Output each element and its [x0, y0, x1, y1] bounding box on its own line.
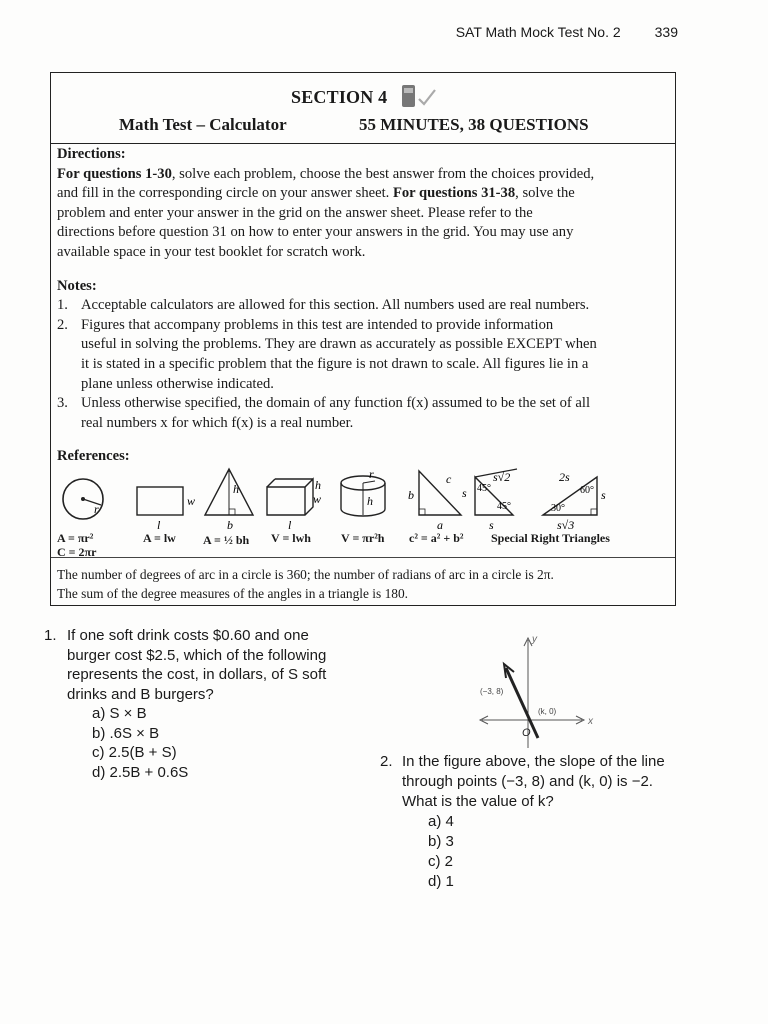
- note-line: it is stated in a specific problem that the figure is not drawn to scale. All figures lie in a: [81, 355, 589, 372]
- reference-figures: [57, 467, 665, 559]
- references-heading: References:: [57, 448, 130, 465]
- calculator-icon: [400, 83, 440, 109]
- line-text: , solve each problem, choose the best answer from the choices provided,: [171, 165, 595, 182]
- formula-pythagorean: c² = a² + b²: [409, 530, 464, 545]
- section-header: [51, 73, 675, 144]
- test-name: Math Test – Calculator: [119, 115, 287, 134]
- rectangle-shape: [137, 487, 183, 515]
- question-line: through points (−3, 8) and (k, 0) is −2.: [402, 773, 653, 790]
- label-s: s: [462, 485, 467, 500]
- label-60: 60°: [580, 484, 594, 496]
- directions-line-4: directions before question 31 on how to enter your answers in the grid. You may use any: [57, 224, 574, 241]
- right-triangle-shape: [419, 471, 461, 515]
- note-item: [57, 394, 665, 433]
- label-2s: 2s: [559, 469, 570, 484]
- choice-c[interactable]: c) 2.5(B + S): [92, 744, 177, 761]
- reference-facts: [57, 565, 554, 603]
- running-head: [456, 24, 678, 40]
- time-and-count: 55 MINUTES, 38 QUESTIONS: [359, 115, 589, 134]
- question-2: [380, 752, 680, 892]
- note-number: 1.: [57, 297, 68, 314]
- note-line: Figures that accompany problems in this test are intended to provide information: [81, 316, 554, 333]
- fact-line: The sum of the degree measures of the angles in a triangle is 180.: [57, 586, 409, 601]
- box-edge: [267, 479, 275, 487]
- y-axis-label: y: [532, 634, 537, 645]
- note-item: [57, 296, 665, 316]
- formula-circle-area: A = πr²: [57, 530, 94, 545]
- bold-text: For questions 31-38: [392, 185, 516, 202]
- label-b: b: [227, 517, 233, 532]
- right-angle-mark: [229, 509, 235, 515]
- formula-circle-circumference: C = 2πr: [57, 544, 97, 559]
- note-line: Acceptable calculators are allowed for this section. All numbers used are real numbers.: [81, 297, 590, 314]
- label-l: l: [157, 517, 161, 532]
- center-dot: [81, 497, 85, 501]
- label-h: h: [367, 493, 373, 508]
- question-line: If one soft drink costs $0.60 and one: [67, 627, 309, 644]
- question-line: In the figure above, the slope of the line: [402, 753, 665, 770]
- directions-line-1: [57, 165, 665, 185]
- point-1-label: (−3, 8): [480, 687, 504, 696]
- x-axis-label: x: [588, 716, 593, 727]
- note-item: [57, 316, 665, 394]
- question-text: [67, 626, 357, 704]
- choice-c[interactable]: c) 2: [428, 853, 454, 870]
- formula-rect-area: A = lw: [143, 530, 176, 545]
- choice-d[interactable]: d) 1: [428, 873, 454, 890]
- choice-b[interactable]: b) 3: [428, 833, 454, 850]
- label-l: l: [288, 517, 292, 532]
- note-text: [81, 316, 597, 394]
- note-number: 3.: [57, 395, 68, 412]
- label-r: r: [369, 466, 374, 481]
- label-a: a: [437, 517, 443, 532]
- question-line: drinks and B burgers?: [67, 685, 214, 703]
- bold-text: For questions 1-30: [57, 165, 172, 182]
- label-h: h: [233, 481, 239, 496]
- line-text: , solve the: [515, 185, 575, 202]
- label-s: s: [601, 487, 606, 502]
- question-number: 1.: [44, 627, 57, 644]
- note-number: 2.: [57, 316, 68, 333]
- note-line: useful in solving the problems. They are drawn as accurately as possible EXCEPT when: [81, 336, 597, 353]
- page-number: 339: [654, 24, 678, 40]
- directions-line-3: problem and enter your answer in the grid on the answer sheet. Please refer to the: [57, 204, 533, 221]
- label-45: 45°: [477, 482, 491, 494]
- special-right-triangles-label: Special Right Triangles: [491, 530, 610, 545]
- label-b: b: [408, 487, 414, 502]
- fact-line: The number of degrees of arc in a circle is 360; the number of radians of arc in a circle is 2π.: [57, 567, 554, 582]
- running-head-title: SAT Math Mock Test No. 2: [455, 24, 621, 40]
- question-line: burger cost $2.5, which of the following: [67, 646, 327, 664]
- line-text: and fill in the corresponding circle on your answer sheet.: [57, 185, 393, 202]
- box-shape: [267, 479, 313, 515]
- question-number: 2.: [380, 753, 393, 770]
- choice-a[interactable]: a) S × B: [92, 705, 147, 722]
- choice-a[interactable]: a) 4: [428, 813, 454, 830]
- label-r: r: [94, 501, 99, 516]
- label-30: 30°: [551, 502, 565, 514]
- directions-line-2: [57, 184, 665, 204]
- label-s: s: [489, 517, 494, 532]
- question-text: [402, 752, 682, 812]
- note-line: plane unless otherwise indicated.: [81, 375, 274, 392]
- right-angle-mark: [591, 509, 597, 515]
- question-1: [44, 626, 364, 782]
- label-w: w: [313, 491, 322, 506]
- reference-divider: [51, 557, 675, 558]
- note-text: [81, 394, 590, 433]
- choice-d[interactable]: d) 2.5B + 0.6S: [92, 763, 189, 781]
- section-box: [50, 72, 676, 606]
- origin-label: O: [522, 727, 531, 739]
- label-45: 45°: [497, 500, 511, 512]
- question-line: represents the cost, in dollars, of S soft: [67, 666, 327, 683]
- question-line: What is the value of k?: [402, 793, 554, 810]
- note-line: real numbers x for which f(x) is a real number.: [81, 414, 354, 431]
- right-angle-mark: [419, 509, 425, 515]
- directions-heading: Directions:: [57, 146, 126, 162]
- formula-cylinder-volume: V = πr²h: [341, 530, 385, 545]
- formula-triangle-area: A = ½ bh: [203, 532, 250, 547]
- label-w: w: [187, 493, 196, 508]
- choice-b[interactable]: b) .6S × B: [92, 724, 160, 742]
- label-c: c: [446, 471, 452, 486]
- note-line: Unless otherwise specified, the domain of any function f(x) assumed to be the set of all: [81, 395, 591, 412]
- note-text: [81, 296, 589, 316]
- cylinder-radius: [363, 481, 375, 483]
- point-2-label: (k, 0): [538, 707, 557, 716]
- notes-heading: Notes:: [57, 277, 97, 294]
- coordinate-graph: [470, 628, 610, 752]
- formula-box-volume: V = lwh: [271, 530, 311, 545]
- directions-line-5: available space in your test booklet for scratch work.: [57, 243, 366, 260]
- section-title: SECTION 4: [291, 87, 388, 107]
- label-s-root3: s√3: [557, 517, 575, 532]
- label-h: h: [315, 477, 321, 492]
- label-s-root2: s√2: [493, 469, 511, 484]
- directions-block: [51, 145, 675, 559]
